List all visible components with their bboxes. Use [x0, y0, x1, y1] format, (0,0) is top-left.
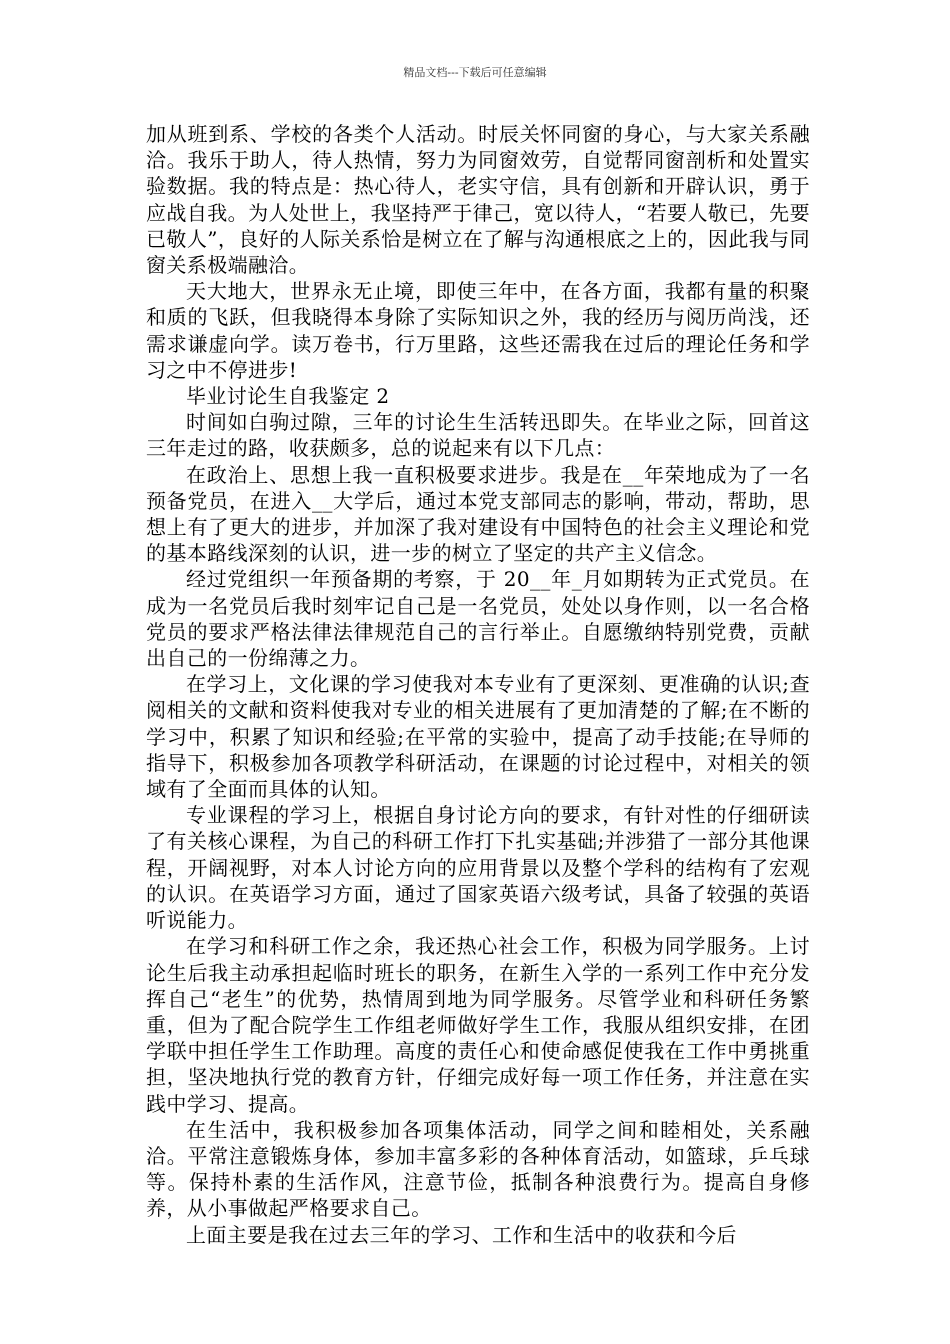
- paragraph-4: 在政治上、思想上我一直积极要求进步。我是在__年荣地成为了一名预备党员，在进入__大学后，通过本党支部同志的影响，带动，帮助，思想上有了更大的进步，并加深了我对建设有中国特色的社会主义理论和党的基本路线深刻的认识，进一步的树立了坚定的共产主义信念。: [146, 462, 810, 566]
- paragraph-5: 经过党组织一年预备期的考察，于 20__年_月如期转为正式党员。在成为一名党员后我时刻牢记自己是一名党员，处处以身作则，以一名合格党员的要求严格法律法律规范自己的言行举止。自愿缴纳特别党费，贡献出自己的一份绵薄之力。: [146, 567, 810, 671]
- paragraph-3: 时间如白驹过隙，三年的讨论生生活转迅即失。在毕业之际，回首这三年走过的路，收获颇多，总的说起来有以下几点：: [146, 410, 810, 461]
- page-header: 精品文档---下载后可任意编辑: [403, 66, 547, 79]
- document-body: [146, 121, 810, 1248]
- paragraph-6: 在学习上，文化课的学习使我对本专业有了更深刻、更准确的认识;查阅相关的文献和资料使我对专业的相关进展有了更加清楚的了解;在不断的学习中，积累了知识和经验;在平常的实验中，提高了动手技能;在导师的指导下，积极参加各项教学科研活动，在课题的讨论过程中，对相关的领域有了全面而具体的认知。: [146, 672, 810, 802]
- paragraph-2: 天大地大，世界永无止境，即使三年中，在各方面，我都有量的积聚和质的飞跃，但我晓得本身除了实际知识之外，我的经历与阅历尚浅，还需求谦虚向学。读万卷书，行万里路，这些还需我在过后的理论任务和学习之中不停进步!: [146, 279, 810, 382]
- paragraph-8: 在学习和科研工作之余，我还热心社会工作，积极为同学服务。上讨论生后我主动承担起临时班长的职务，在新生入学的一系列工作中充分发挥自己“老生”的优势，热情周到地为同学服务。尽管学业和科研任务繁重，但为了配合院学生工作组老师做好学生工作，我服从组织安排，在团学联中担任学生工作助理。高度的责任心和使命感促使我在工作中勇挑重担，坚决地执行党的教育方针，仔细完成好每一项工作任务，并注意在实践中学习、提高。: [146, 934, 810, 1116]
- paragraph-1: 加从班到系、学校的各类个人活动。时辰关怀同窗的身心，与大家关系融洽。我乐于助人，待人热情，努力为同窗效劳，自觉帮同窗剖析和处置实验数据。我的特点是：热心待人，老实守信，具有创新和开辟认识，勇于应战自我。为人处世上，我坚持严于律己，宽以待人，“若要人敬已，先要已敬人”，良好的人际关系恰是树立在了解与沟通根底之上的，因此我与同窗关系极端融洽。: [146, 122, 810, 278]
- paragraph-10: 上面主要是我在过去三年的学习、工作和生活中的收获和今后: [186, 1222, 737, 1247]
- section-heading: 毕业讨论生自我鉴定 2: [186, 384, 390, 409]
- paragraph-9: 在生活中，我积极参加各项集体活动，同学之间和睦相处，关系融洽。平常注意锻炼身体，参加丰富多彩的各种体育活动，如篮球，乒乓球等。保持朴素的生活作风，注意节俭，抵制各种浪费行为。提高自身修养，从小事做起严格要求自己。: [146, 1117, 810, 1221]
- paragraph-7: 专业课程的学习上，根据自身讨论方向的要求，有针对性的仔细研读了有关核心课程，为自己的科研工作打下扎实基础;并涉猎了一部分其他课程，开阔视野，对本人讨论方向的应用背景以及整个学科的结构有了宏观的认识。在英语学习方面，通过了国家英语六级考试，具备了较强的英语听说能力。: [146, 803, 810, 933]
